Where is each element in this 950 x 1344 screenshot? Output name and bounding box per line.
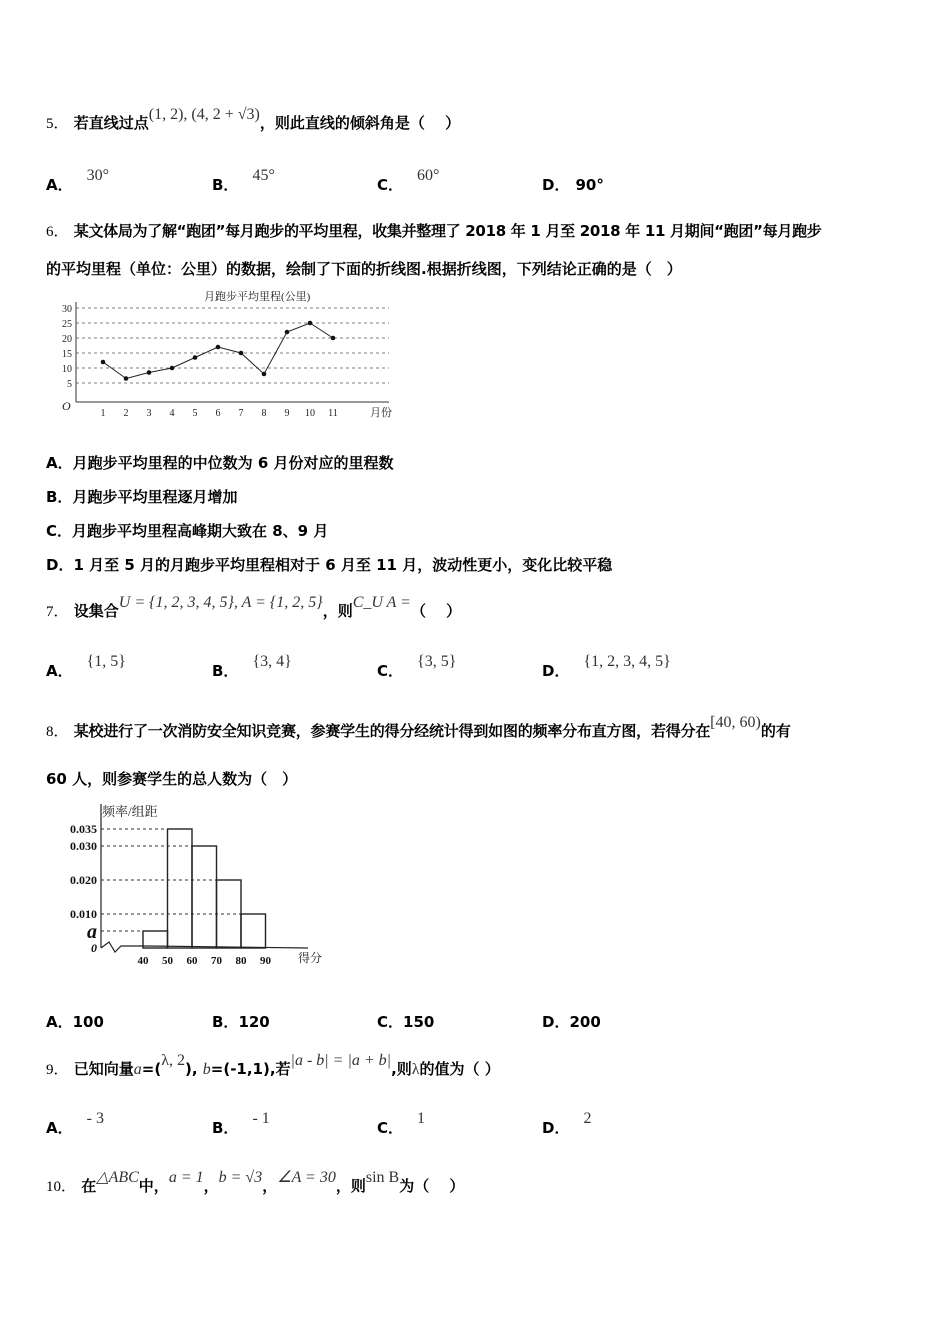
option-d bbox=[542, 653, 671, 681]
question-8 bbox=[46, 714, 791, 741]
option-a bbox=[46, 1110, 104, 1138]
option-label: D． bbox=[542, 1119, 570, 1137]
x-tick-label: 5 bbox=[192, 408, 198, 419]
data-point bbox=[147, 370, 152, 375]
x-tick-label: 1 bbox=[100, 408, 106, 419]
x-tick-label: 2 bbox=[123, 408, 129, 419]
option-a bbox=[46, 452, 394, 473]
data-point bbox=[101, 360, 106, 365]
option-label: B． bbox=[212, 1119, 239, 1137]
series-line bbox=[103, 323, 333, 379]
option-text: 月跑步平均里程高峰期大致在 8、9 月 bbox=[72, 522, 329, 540]
question-6 bbox=[46, 220, 821, 241]
option-value: 1 bbox=[417, 1110, 426, 1127]
question-text: =(-1,1),若 bbox=[210, 1060, 291, 1078]
question-text: 为（ ） bbox=[399, 1177, 465, 1195]
question-9 bbox=[46, 1052, 500, 1079]
option-value: {3, 5} bbox=[417, 653, 457, 670]
math-vector-b: b bbox=[202, 1061, 211, 1078]
math-angle: ∠A = 30 bbox=[277, 1169, 336, 1186]
math-points: (1, 2), (4, 2 + √3) bbox=[148, 106, 260, 123]
y-tick-label: 30 bbox=[62, 304, 72, 315]
question-text: ), bbox=[184, 1060, 198, 1078]
option-value: 60° bbox=[417, 167, 440, 184]
question-text: 的值为（ ） bbox=[419, 1060, 500, 1078]
option-a bbox=[46, 653, 126, 681]
x-tick-label: 10 bbox=[305, 408, 315, 419]
data-point bbox=[239, 351, 244, 356]
x-axis-label: 得分 bbox=[298, 951, 323, 965]
question-text-cont: 60 人，则参赛学生的总人数为（ ） bbox=[46, 770, 298, 788]
math-a-value: a = 1 bbox=[168, 1169, 204, 1186]
option-value: {1, 2, 3, 4, 5} bbox=[583, 653, 671, 670]
option-value: 100 bbox=[72, 1013, 104, 1031]
option-d bbox=[542, 1110, 592, 1138]
option-c bbox=[377, 167, 440, 195]
option-value: - 1 bbox=[252, 1110, 270, 1127]
question-text: 某校进行了一次消防安全知识竞赛，参赛学生的得分经统计得到如图的频率分布直方图，若得分在 bbox=[73, 722, 711, 740]
option-c bbox=[377, 1011, 434, 1032]
question-text: 若直线过点 bbox=[73, 114, 149, 132]
x-tick-label: 6 bbox=[215, 408, 221, 419]
option-label: D． bbox=[542, 662, 570, 680]
x-tick-label: 3 bbox=[146, 408, 152, 419]
question-text: 的有 bbox=[760, 722, 791, 740]
question-text: ， bbox=[262, 1177, 278, 1195]
option-value: 45° bbox=[252, 167, 275, 184]
y-tick-label: 0.020 bbox=[70, 873, 97, 887]
option-b bbox=[212, 1011, 270, 1032]
y-tick-label: 20 bbox=[62, 334, 72, 345]
y-tick-label: 0.030 bbox=[70, 839, 97, 853]
option-label: C． bbox=[377, 662, 404, 680]
y-tick-label: 0.010 bbox=[70, 907, 97, 921]
y-axis-label: 频率/组距 bbox=[102, 804, 158, 819]
option-label: B． bbox=[212, 662, 239, 680]
x-tick-label: 80 bbox=[235, 955, 247, 967]
question-text: ，则 bbox=[335, 1177, 366, 1195]
option-text: 月跑步平均里程逐月增加 bbox=[72, 488, 238, 506]
option-value: 2 bbox=[583, 1110, 592, 1127]
option-value: 90° bbox=[575, 176, 604, 194]
y-tick-label: 15 bbox=[62, 349, 72, 360]
option-label: A． bbox=[46, 454, 73, 472]
option-b bbox=[212, 653, 292, 681]
question-number: 5． bbox=[46, 116, 69, 132]
question-text: =( bbox=[141, 1060, 162, 1078]
option-label: A． bbox=[46, 662, 73, 680]
question-text: 已知向量 bbox=[73, 1060, 134, 1078]
x-tick-label: 40 bbox=[137, 955, 149, 967]
chart-title: 月跑步平均里程(公里) bbox=[204, 291, 311, 303]
option-label: C． bbox=[377, 1119, 404, 1137]
y-tick-label: 0.035 bbox=[70, 822, 97, 836]
option-label: B． bbox=[46, 488, 73, 506]
option-label: A． bbox=[46, 1119, 73, 1137]
math-b-value: b = √3 bbox=[218, 1169, 263, 1186]
math-interval: [40, 60) bbox=[710, 714, 761, 731]
x-tick-label: 50 bbox=[162, 955, 173, 967]
option-label: D． bbox=[542, 176, 570, 194]
option-label: A． bbox=[46, 176, 73, 194]
x-tick-label: 11 bbox=[328, 408, 338, 419]
histogram-scores bbox=[58, 800, 358, 970]
option-c bbox=[377, 653, 457, 681]
data-point bbox=[331, 336, 336, 341]
question-text: ， bbox=[203, 1177, 219, 1195]
data-point bbox=[193, 355, 198, 360]
math-vector-a: a bbox=[133, 1061, 142, 1078]
option-d bbox=[46, 554, 612, 575]
option-value: {1, 5} bbox=[86, 653, 126, 670]
x-tick-label: 9 bbox=[284, 408, 290, 419]
option-label: D． bbox=[542, 1013, 570, 1031]
option-label: B． bbox=[212, 1013, 239, 1031]
option-b bbox=[46, 486, 237, 507]
option-value: 120 bbox=[238, 1013, 270, 1031]
x-axis bbox=[101, 942, 308, 952]
x-tick-label: 70 bbox=[211, 955, 222, 967]
question-number: 7． bbox=[46, 604, 69, 620]
question-text: 中， bbox=[138, 1177, 169, 1195]
data-point bbox=[170, 366, 175, 371]
question-number: 6． bbox=[46, 224, 69, 240]
histogram-bar bbox=[168, 829, 193, 948]
option-label: C． bbox=[377, 176, 404, 194]
question-text: 设集合 bbox=[73, 602, 119, 620]
option-a bbox=[46, 1011, 104, 1032]
option-b bbox=[212, 167, 275, 195]
math-sets: U = {1, 2, 3, 4, 5}, A = {1, 2, 5} bbox=[118, 594, 323, 611]
option-value: 150 bbox=[403, 1013, 435, 1031]
x-tick-label: 8 bbox=[261, 408, 267, 419]
math-triangle: △ABC bbox=[96, 1169, 139, 1186]
histogram-bar bbox=[192, 846, 217, 948]
option-value: - 3 bbox=[86, 1110, 104, 1127]
option-label: A． bbox=[46, 1013, 73, 1031]
math-abs-equation: |a - b| = |a + b| bbox=[290, 1052, 392, 1069]
math-sinB: sin B bbox=[365, 1169, 400, 1186]
data-point bbox=[216, 345, 221, 350]
x-tick-label: 7 bbox=[238, 408, 244, 419]
x-tick-label: 4 bbox=[169, 408, 175, 419]
question-text: ，则此直线的倾斜角是（ ） bbox=[259, 114, 461, 132]
option-a bbox=[46, 167, 110, 195]
question-text: （ ） bbox=[410, 602, 462, 620]
math-lambda: λ bbox=[411, 1061, 420, 1078]
option-c bbox=[377, 1110, 426, 1138]
question-text: 在 bbox=[81, 1177, 97, 1195]
question-number: 8． bbox=[46, 724, 69, 740]
option-value: 200 bbox=[569, 1013, 601, 1031]
question-text: ,则 bbox=[391, 1060, 412, 1078]
x-tick-label: 90 bbox=[260, 955, 271, 967]
y-tick-label: a bbox=[87, 921, 97, 943]
y-tick-label: 10 bbox=[62, 364, 72, 375]
option-label: C． bbox=[46, 522, 73, 540]
origin-label: O bbox=[62, 399, 71, 413]
question-5 bbox=[46, 106, 461, 133]
x-tick-label: 60 bbox=[186, 955, 198, 967]
option-d bbox=[542, 1011, 601, 1032]
option-text: 1 月至 5 月的月跑步平均里程相对于 6 月至 11 月，波动性更小，变化比较平稳 bbox=[73, 556, 613, 574]
y-tick-label: 5 bbox=[67, 379, 72, 390]
option-c bbox=[46, 520, 328, 541]
question-10 bbox=[46, 1169, 465, 1196]
math-lambda-2: λ, 2 bbox=[161, 1052, 185, 1069]
option-label: B． bbox=[212, 176, 239, 194]
question-text: 某文体局为了解“跑团”每月跑步的平均里程，收集并整理了 2018 年 1 月至 2018 年 11 月期间“跑团”每月跑步 bbox=[73, 222, 822, 240]
y-tick-label: 25 bbox=[62, 319, 72, 330]
histogram-bar bbox=[241, 914, 266, 948]
y-tick-label: 0 bbox=[91, 941, 97, 955]
data-point bbox=[124, 376, 129, 381]
line-chart-mileage bbox=[44, 288, 404, 419]
data-point bbox=[308, 321, 313, 326]
option-b bbox=[212, 1110, 270, 1138]
option-label: C． bbox=[377, 1013, 404, 1031]
question-text-cont: 的平均里程（单位：公里）的数据，绘制了下面的折线图.根据折线图，下列结论正确的是（ ） bbox=[46, 260, 682, 278]
question-number: 9． bbox=[46, 1062, 69, 1078]
option-text: 月跑步平均里程的中位数为 6 月份对应的里程数 bbox=[72, 454, 394, 472]
math-complement: C_U A = bbox=[352, 594, 411, 611]
option-value: {3, 4} bbox=[252, 653, 292, 670]
question-7 bbox=[46, 594, 462, 621]
option-value: 30° bbox=[86, 167, 110, 184]
data-point bbox=[285, 330, 290, 335]
question-text: ，则 bbox=[322, 602, 353, 620]
data-point bbox=[262, 372, 267, 377]
question-number: 10． bbox=[46, 1179, 77, 1195]
option-d bbox=[542, 174, 604, 195]
option-label: D． bbox=[46, 556, 74, 574]
x-axis-label: 月份 bbox=[370, 407, 392, 419]
